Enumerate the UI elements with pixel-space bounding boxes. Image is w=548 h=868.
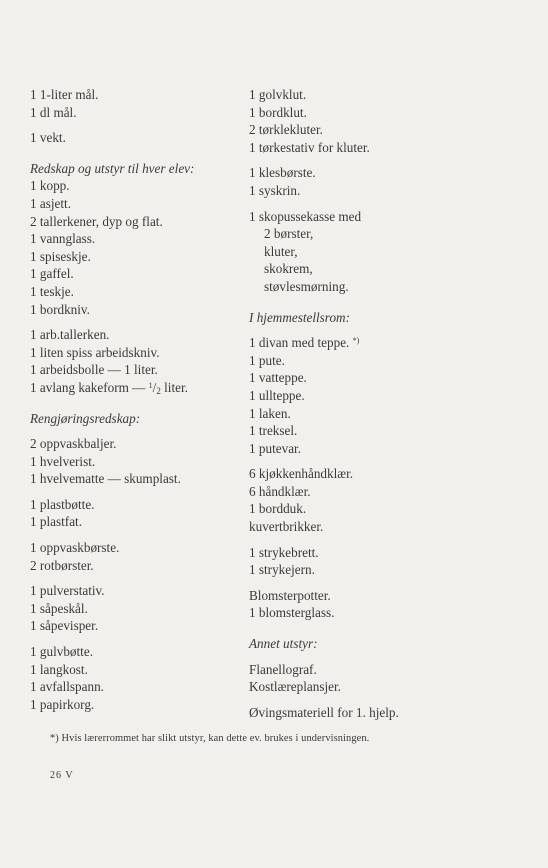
list-item: 1 bordklut.: [249, 104, 307, 120]
list-item: 1 arb.tallerken.: [30, 327, 110, 343]
kakeform-prefix: 1 avlang kakeform —: [30, 379, 146, 395]
section-heading-hjemmestell: I hjemmestellsrom:: [249, 309, 350, 325]
list-item: 1 vannglass.: [30, 231, 96, 247]
list-item: Kostlæreplansjer.: [249, 679, 341, 695]
divan-text: 1 divan med teppe.: [249, 335, 350, 351]
list-item: 1 vatteppe.: [249, 370, 307, 386]
list-item: 1 strykejern.: [249, 562, 315, 578]
list-item: 1 asjett.: [30, 195, 72, 211]
list-item: 1 blomsterglass.: [249, 605, 335, 621]
list-item: 1 teskje.: [30, 283, 74, 299]
list-item: 1 arbeidsbolle — 1 liter.: [30, 362, 158, 378]
fraction-numerator: 1: [148, 380, 153, 390]
list-item: Øvingsmateriell for 1. hjelp.: [249, 704, 399, 720]
section-heading-annet: Annet utstyr:: [249, 636, 318, 652]
list-item: 1 gulvbøtte.: [30, 644, 94, 660]
sub-item: kluter,: [264, 243, 298, 259]
list-item: 1 dl mål.: [30, 104, 77, 120]
sub-item: 2 børster,: [264, 226, 314, 242]
list-item: 1 såpevisper.: [30, 618, 99, 634]
list-item: 1 gaffel.: [30, 266, 74, 282]
list-item: 2 oppvaskbaljer.: [30, 436, 117, 452]
list-item: kuvertbrikker.: [249, 519, 324, 535]
sub-item: skokrem,: [264, 261, 313, 277]
list-item: 2 tallerkener, dyp og flat.: [30, 213, 163, 229]
list-item: 1 tørkestativ for kluter.: [249, 139, 370, 155]
list-item: 1 hvelverist.: [30, 453, 96, 469]
list-item-divan: [249, 334, 489, 352]
list-item: 2 rotbørster.: [30, 557, 94, 573]
right-column: [249, 86, 489, 721]
list-item: 6 håndklær.: [249, 483, 311, 499]
list-item: 1 putevar.: [249, 440, 302, 456]
page-number: 26 V: [50, 770, 74, 781]
list-item: 1 syskrin.: [249, 182, 301, 198]
list-item: Flanellograf.: [249, 661, 317, 677]
list-item-kakeform: 1 avlang kakeform — $^1/_2$ liter.: [30, 379, 188, 396]
list-item: 1 golvklut.: [249, 87, 307, 102]
list-item: 6 kjøkkenhåndklær.: [249, 466, 354, 482]
list-item: 1 pute.: [249, 352, 285, 368]
list-item: 1 bordkniv.: [30, 301, 90, 317]
list-item: 1 bordduk.: [249, 501, 307, 517]
sub-item: støvlesmørning.: [264, 278, 349, 294]
list-item: 1 kopp.: [30, 178, 70, 194]
list-item: 1 ullteppe.: [249, 387, 305, 403]
list-item: 1 skopussekasse med: [249, 208, 362, 224]
section-heading-redskap: Redskap og utstyr til hver elev:: [30, 160, 195, 176]
list-item: 1 plastfat.: [30, 514, 83, 530]
list-item: 1 avfallspann.: [30, 679, 104, 695]
list-item: 1 klesbørste.: [249, 165, 316, 181]
list-item: 1 1-liter mål.: [30, 87, 99, 102]
footnote-marker: *): [352, 336, 360, 346]
list-item: 1 langkost.: [30, 661, 88, 677]
list-item: 1 pulverstativ.: [30, 583, 105, 599]
left-column: [30, 86, 245, 713]
footnote: *) Hvis lærerrommet har slikt utstyr, kan dette ev. brukes i undervisningen.: [50, 733, 370, 744]
list-item: 1 vekt.: [30, 130, 66, 146]
section-heading-rengjoring: Rengjøringsredskap:: [30, 410, 141, 426]
list-item: 2 tørklekluter.: [249, 122, 323, 138]
list-item: 1 hvelvematte — skumplast.: [30, 471, 181, 487]
list-item: Blomsterpotter.: [249, 587, 331, 603]
fraction-denominator: 2: [156, 385, 161, 396]
list-item: 1 treksel.: [249, 423, 298, 439]
list-item: 1 strykebrett.: [249, 544, 319, 560]
list-item: 1 plastbøtte.: [30, 496, 95, 512]
list-item: 1 såpeskål.: [30, 600, 88, 616]
list-item: 1 liten spiss arbeidskniv.: [30, 344, 160, 360]
list-item: 1 laken.: [249, 405, 291, 421]
kakeform-suffix: liter.: [164, 379, 188, 395]
list-item: 1 papirkorg.: [30, 696, 95, 712]
list-item: 1 oppvaskbørste.: [30, 540, 120, 556]
list-item: 1 spiseskje.: [30, 248, 91, 264]
